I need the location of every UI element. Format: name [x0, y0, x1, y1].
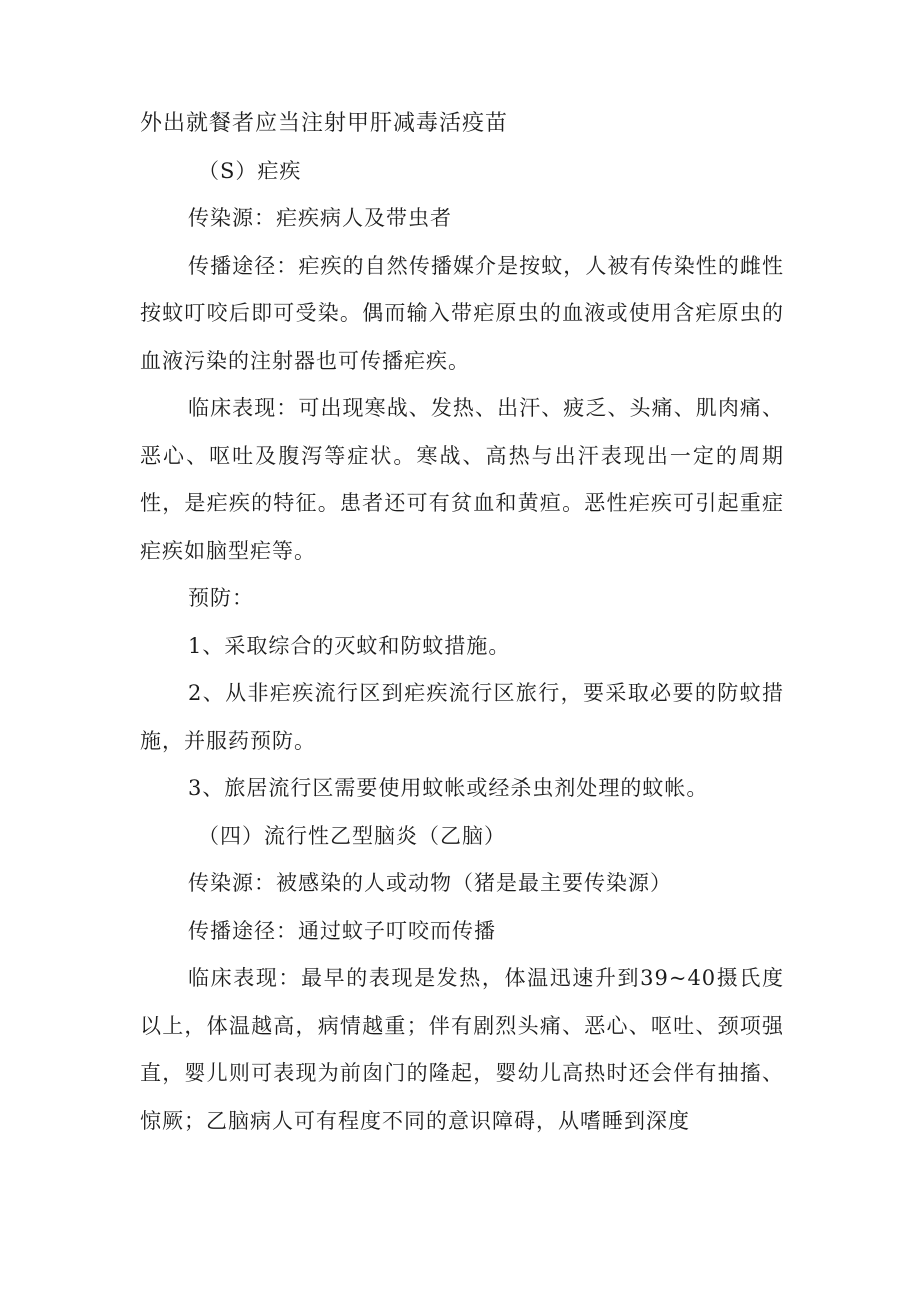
continuation-line: 外出就餐者应当注射甲肝减毒活疫苗: [140, 111, 509, 136]
list-item-prevention-2: 2、从非疟疾流行区到疟疾流行区旅行，要采取必要的防蚊措施，并服药预防。: [140, 681, 784, 753]
section-heading-malaria: （S）疟疾: [198, 158, 302, 183]
paragraph-transmission-route: 传播途径：疟疾的自然传播媒介是按蚊，人被有传染性的雌性按蚊叮咬后即可受染。偶而输入带疟原虫的血液或使用含疟原虫的血液污染的注射器也可传播疟疾。: [140, 253, 784, 373]
paragraph-infection-source: 传染源：疟疾病人及带虫者: [188, 206, 452, 230]
paragraph-clinical-manifestation-2: 临床表现：最早的表现是发热，体温迅速升到39~40摄氏度以上，体温越高，病情越重；伴有剧烈头痛、恶心、呕吐、颈项强直，婴儿则可表现为前囱门的隆起，婴幼儿高热时还会伴有抽搐、惊厥；乙脑病人可有程度不同的意识障碍，从嗜睡到深度: [140, 966, 784, 1133]
paragraph-clinical-manifestation: 临床表现：可出现寒战、发热、出汗、疲乏、头痛、肌肉痛、恶心、呕吐及腹泻等症状。寒战、高热与出汗表现出一定的周期性，是疟疾的特征。患者还可有贫血和黄疸。恶性疟疾可引起重症疟疾如脑型疟等。: [140, 396, 784, 563]
paragraph-prevention-heading: 预防：: [188, 586, 254, 610]
paragraph-infection-source-2: 传染源：被感染的人或动物（猪是最主要传染源）: [188, 871, 672, 895]
section-heading-encephalitis: （四）流行性乙型脑炎（乙脑）: [198, 823, 506, 848]
paragraph-transmission-route-2: 传播途径：通过蚊子叮咬而传播: [188, 918, 496, 943]
document-page: [140, 100, 784, 1145]
list-item-prevention-1: 1、采取综合的灭蚊和防蚊措施。: [188, 633, 511, 658]
list-item-prevention-3: 3、旅居流行区需要使用蚊帐或经杀虫剂处理的蚊帐。: [188, 776, 709, 800]
